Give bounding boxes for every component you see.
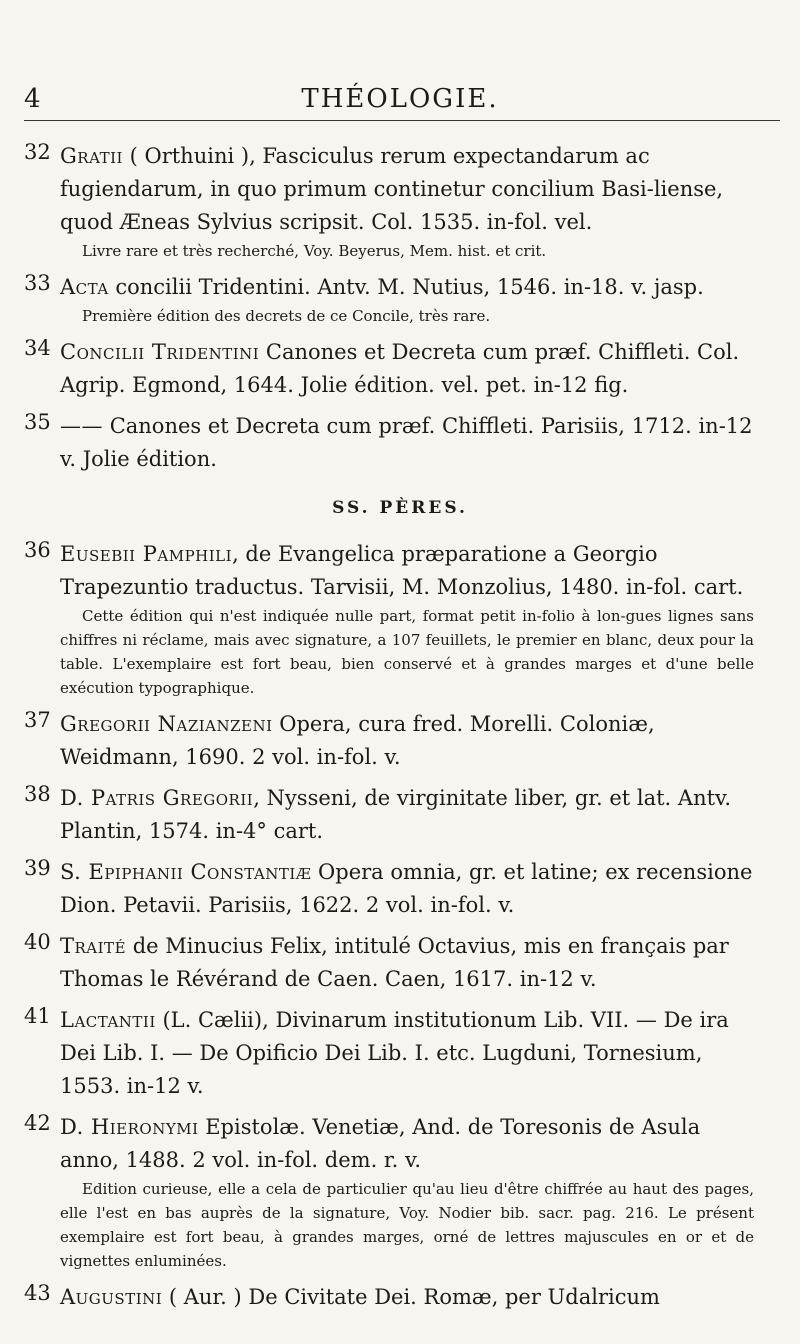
entry-note: Première édition des decrets de ce Concile, très rare. <box>82 307 491 325</box>
entry-number: 40 <box>24 930 51 954</box>
catalogue-entry <box>0 271 800 328</box>
catalogue-entry <box>0 410 800 476</box>
entry-author: D. Hieronymi <box>60 1115 199 1139</box>
catalogue-entry <box>0 140 800 263</box>
catalogue-entry <box>0 856 800 922</box>
catalogue-entry <box>0 782 800 848</box>
entry-author: Augustini <box>60 1285 163 1309</box>
page-number: 4 <box>24 84 41 114</box>
catalogue-entry <box>0 1004 800 1103</box>
catalogue-entry <box>0 1281 800 1314</box>
entry-author: Gregorii Nazianzeni <box>60 712 273 736</box>
entry-number: 36 <box>24 538 51 562</box>
entry-text: , Nysseni, de virginitate liber, gr. et lat. Antv. Plantin, 1574. in-4° cart. <box>60 786 732 843</box>
entry-text: (L. Cælii), Divinarum institutionum Lib. VII. — De ira Dei Lib. I. — De Opificio Dei Lib. I. etc. Lugduni, Tornesium, 1553. in-12 v. <box>60 1008 729 1098</box>
entry-text: Opera omnia, gr. et latine; ex recensione Dion. Petavii. Parisiis, 1622. 2 vol. in-fol. v. <box>60 860 753 917</box>
entry-author: —— <box>60 414 103 438</box>
header-rule <box>24 120 780 121</box>
entry-number: 38 <box>24 782 51 806</box>
catalogue-entry <box>0 538 800 700</box>
entry-text: ( Aur. ) De Civitate Dei. Romæ, per Udalricum <box>168 1285 660 1309</box>
entry-text: Epistolæ. Venetiæ, And. de Toresonis de Asula anno, 1488. 2 vol. in-fol. dem. r. v. <box>60 1115 701 1172</box>
entry-note: Edition curieuse, elle a cela de particulier qu'au lieu d'être chiffrée au haut des pages, elle l'est en bas auprès de la signature, Voy. Nodier bib. sacr. pag. 216. Le présent exemplaire est fort beau, à grandes marges, orné de lettres majuscules en or et de vignettes enluminées. <box>60 1180 754 1270</box>
entry-author: D. Patris Gregorii <box>60 786 254 810</box>
entry-text: concilii Tridentini. Antv. M. Nutius, 1546. in-18. v. jasp. <box>115 275 704 299</box>
entry-author: Eusebii Pamphili <box>60 542 233 566</box>
entry-note: Livre rare et très recherché, Voy. Beyerus, Mem. hist. et crit. <box>82 242 547 260</box>
entry-author: S. Epiphanii Constantiæ <box>60 860 312 884</box>
page-header <box>0 84 800 124</box>
entry-author: Acta <box>60 275 109 299</box>
entry-note: Cette édition qui n'est indiquée nulle part, format petit in-folio à lon-gues lignes sans chiffres ni réclame, mais avec signature, a 107 feuillets, le premier en blanc, deux pour la table. L'exemplaire est fort beau, bien conservé et à grandes marges et d'une belle exécution typographique. <box>60 607 754 697</box>
entry-author: Concilii Tridentini <box>60 340 260 364</box>
entry-number: 41 <box>24 1004 51 1028</box>
entry-text: ( Orthuini ), Fasciculus rerum expectandarum ac fugiendarum, in quo primum continetur concilium Basi-liense, quod Æneas Sylvius scripsit. Col. 1535. in-fol. vel. <box>60 144 724 234</box>
entry-author: Gratii <box>60 144 123 168</box>
catalogue-entry <box>0 1111 800 1273</box>
entry-number: 35 <box>24 410 51 434</box>
section-title: SS. PÈRES. <box>332 498 468 518</box>
entry-text: , de Evangelica præparatione a Georgio Trapezuntio traductus. Tarvisii, M. Monzolius, 1480. in-fol. cart. <box>60 542 744 599</box>
entry-text: Canones et Decreta cum præf. Chiffleti. Parisiis, 1712. in-12 v. Jolie édition. <box>60 414 753 471</box>
entry-number: 42 <box>24 1111 51 1135</box>
entry-author: Lactantii <box>60 1008 156 1032</box>
entry-number: 43 <box>24 1281 51 1305</box>
entry-author: Traité <box>60 934 127 958</box>
entry-text: de Minucius Felix, intitulé Octavius, mis en français par Thomas le Révérand de Caen. Caen, 1617. in-12 v. <box>60 934 729 991</box>
entry-number: 33 <box>24 271 51 295</box>
catalogue-entry <box>0 336 800 402</box>
entry-number: 37 <box>24 708 51 732</box>
catalogue-entry <box>0 930 800 996</box>
entry-number: 39 <box>24 856 51 880</box>
catalogue-entry <box>0 708 800 774</box>
entry-list <box>0 140 800 1322</box>
running-head: THÉOLOGIE. <box>301 84 499 114</box>
entry-number: 32 <box>24 140 51 164</box>
entry-text: Canones et Decreta cum præf. Chiffleti. Col. Agrip. Egmond, 1644. Jolie édition. vel. pet. in-12 fig. <box>60 340 740 397</box>
entry-number: 34 <box>24 336 51 360</box>
entry-text: Opera, cura fred. Morelli. Coloniæ, Weidmann, 1690. 2 vol. in-fol. v. <box>60 712 655 769</box>
